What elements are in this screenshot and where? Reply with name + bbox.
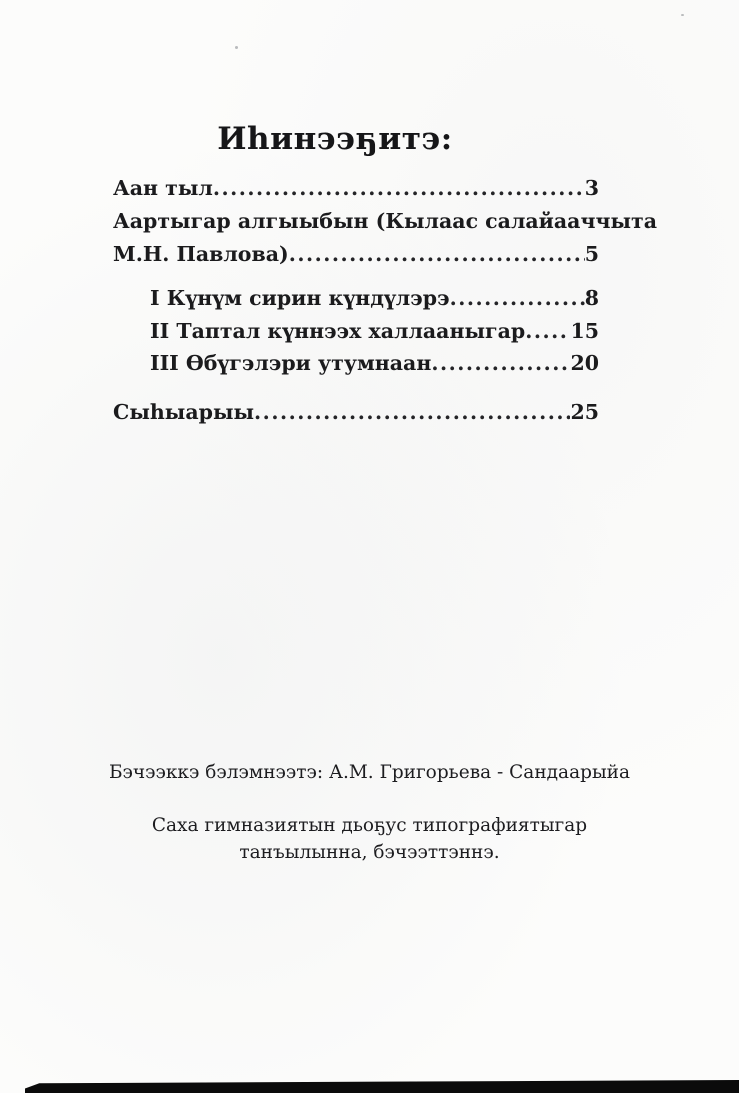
page-title: Иһинээҕитэ: <box>217 120 453 157</box>
toc-entry-label: I Күнүм сирин күндүлэрэ <box>150 286 450 310</box>
dot-leader <box>431 347 570 380</box>
toc-page-number: 20 <box>570 351 599 375</box>
scan-edge-artifact <box>25 1080 739 1093</box>
toc-entry-chapter-3 <box>150 347 599 380</box>
toc-page-number: 25 <box>570 399 599 424</box>
colophon-printer-note <box>0 812 739 866</box>
toc-entry-label: Аартыгар алгыыбын (Кылаас салайааччыта <box>113 209 658 233</box>
toc-page-number: 8 <box>584 286 599 310</box>
toc-page-number: 15 <box>570 318 599 343</box>
toc-entry-foreword <box>113 172 599 205</box>
dot-leader <box>213 172 585 205</box>
dot-leader <box>525 315 570 348</box>
scan-dust-speck <box>681 14 684 16</box>
dot-leader <box>450 282 585 315</box>
toc-entry-label: Сыһыарыы <box>113 399 255 424</box>
toc-entry-label: Аан тыл <box>113 176 213 200</box>
toc-entry-label: III Өбүгэлэри утумнаан <box>150 351 432 375</box>
toc-entry-blessing-line1 <box>113 205 658 238</box>
toc-page-number: 3 <box>584 176 599 200</box>
toc-entry-blessing-line2 <box>113 238 599 271</box>
colophon-printer-line1: Саха гимназиятын дьоҕус типографиятыгар <box>151 815 588 836</box>
toc-chapter-list <box>150 282 599 380</box>
dot-leader <box>289 238 585 271</box>
toc-entry-appendix <box>113 396 599 429</box>
toc-entry-label: II Таптал күннээх халлааныгар <box>150 318 526 343</box>
colophon-prepared-by: Бэчээккэ бэлэмнээтэ: А.М. Григорьева - Сандаарыйа <box>108 762 631 783</box>
scan-dust-speck <box>235 46 238 49</box>
colophon-printer-line2: танъылынна, бэчээттэннэ. <box>239 842 500 863</box>
dot-leader <box>254 396 570 429</box>
toc-entry-chapter-1 <box>150 282 599 315</box>
toc-entry-chapter-2 <box>150 315 599 348</box>
toc-page-number: 5 <box>584 242 599 266</box>
toc-entry-label-continuation: М.Н. Павлова) <box>113 242 289 266</box>
table-of-contents <box>113 172 658 429</box>
